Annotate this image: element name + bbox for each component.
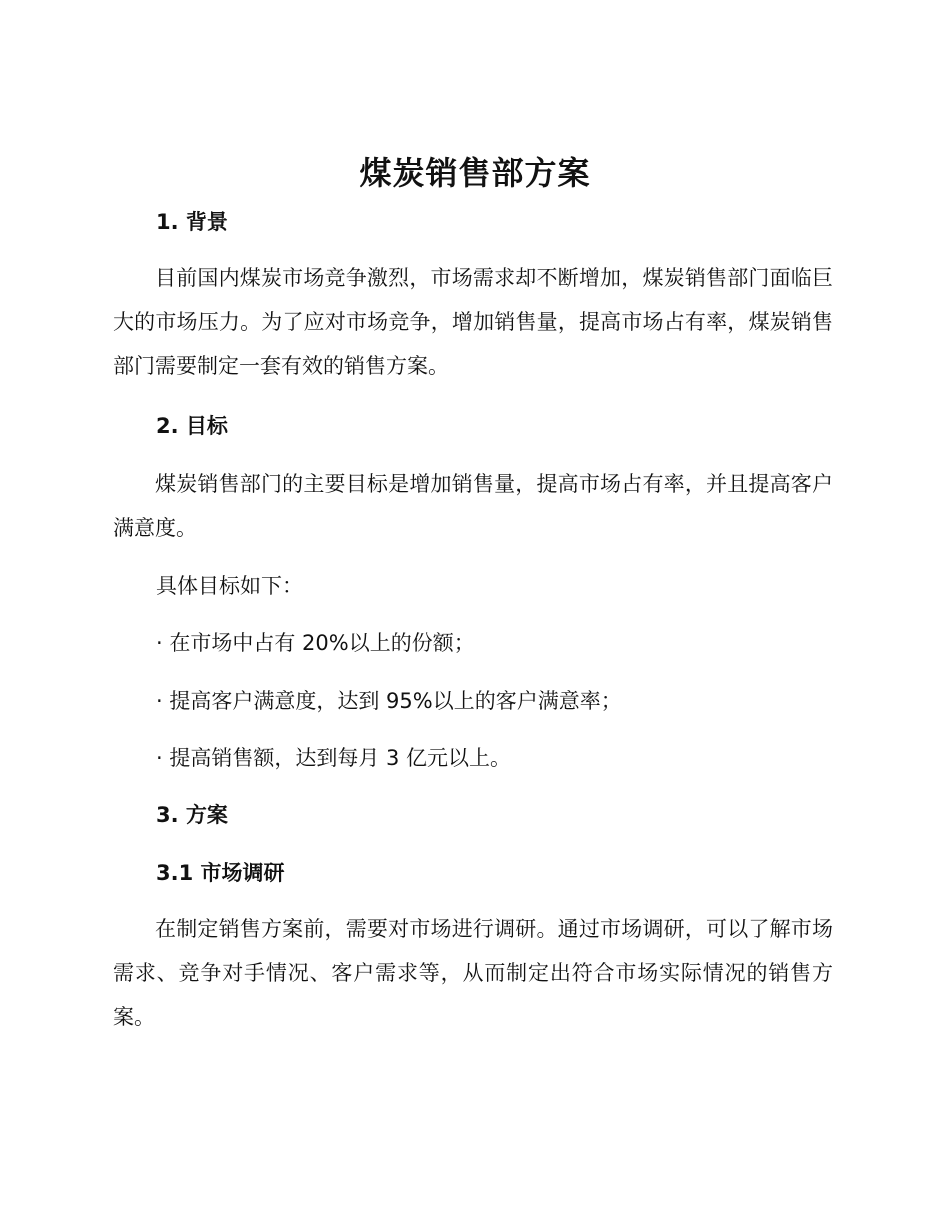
background-paragraph: 目前国内煤炭市场竞争激烈，市场需求却不断增加，煤炭销售部门面临巨大的市场压力。为了应对市场竞争，增加销售量，提高市场占有率，煤炭销售部门需要制定一套有效的销售方案。 — [113, 266, 833, 378]
section-heading-background: 1. 背景 — [156, 210, 228, 234]
section-heading-plan: 3. 方案 — [156, 803, 228, 827]
goal-item-satisfaction: · 提高客户满意度，达到 95%以上的客户满意率； — [156, 689, 622, 713]
section-heading-goals: 2. 目标 — [156, 414, 228, 438]
subsection-heading-market-research: 3.1 市场调研 — [156, 861, 285, 885]
goals-paragraph: 煤炭销售部门的主要目标是增加销售量，提高市场占有率，并且提高客户满意度。 — [113, 472, 833, 540]
market-research-paragraph: 在制定销售方案前，需要对市场进行调研。通过市场调研，可以了解市场需求、竞争对手情况、客户需求等，从而制定出符合市场实际情况的销售方案。 — [113, 917, 833, 1029]
goals-intro: 具体目标如下： — [156, 574, 303, 598]
goal-item-sales: · 提高销售额，达到每月 3 亿元以上。 — [156, 746, 512, 770]
document-title: 煤炭销售部方案 — [359, 154, 591, 192]
goal-item-market-share: · 在市场中占有 20%以上的份额； — [156, 631, 475, 655]
